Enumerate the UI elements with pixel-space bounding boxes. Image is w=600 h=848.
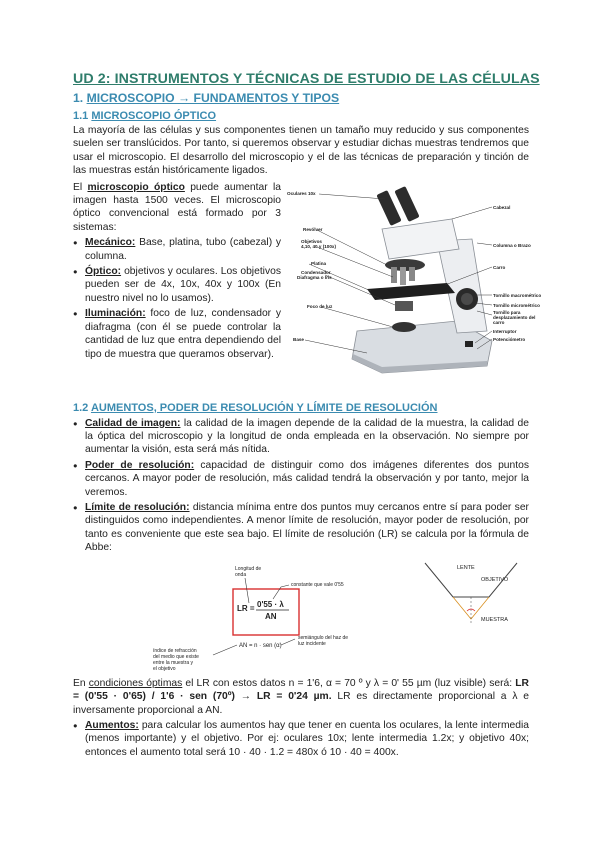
systems-list bbox=[73, 236, 281, 361]
subsection-label: MICROSCOPIO ÓPTICO bbox=[91, 110, 217, 122]
abbe-formula-figures bbox=[73, 559, 529, 677]
list-item bbox=[73, 501, 529, 555]
label-condensador: Condensador bbox=[301, 269, 331, 275]
microscope-illustration bbox=[287, 181, 542, 399]
label-objetivos-2: 4,10, 40 y (100x) bbox=[301, 243, 336, 249]
list-item bbox=[73, 417, 529, 457]
list-item bbox=[73, 236, 281, 263]
label-constante: constante que vale 0'55 bbox=[291, 581, 344, 588]
label-tornillo-carro: Tornillo para bbox=[493, 309, 521, 315]
optic-post: puede aumentar la imagen hasta 1500 veces. El microscopio óptico convencional está formado por 3 sistemas: bbox=[73, 181, 281, 233]
system-text: Base, platina, tubo (cabezal) y columna. bbox=[85, 237, 281, 262]
property-text: la calidad de la imagen depende de la calidad de la muestra, la calidad de la óptica del microscopio y la longitud de onda empleada en la observación. No siempre por aumentar la visión, esta será más nítida. bbox=[85, 417, 529, 456]
aumentos-term: Aumentos: bbox=[85, 719, 139, 731]
system-text: foco de luz, condensador y diafragma (con él se puede controlar la cantidad de luz que entra dependiendo del tipo de muestra que queramos observar). bbox=[85, 308, 281, 360]
label-longitud: Longitud de bbox=[235, 565, 262, 572]
conditions-tail: LR es directamente proporcional a λ e inversamente proporcional a AN. bbox=[73, 691, 530, 716]
optic-text-column bbox=[73, 181, 281, 361]
optimal-conditions-paragraph bbox=[73, 677, 529, 717]
label-indice-1: índice de refracción bbox=[153, 647, 197, 654]
label-potenciometro: Potenciómetro bbox=[493, 336, 526, 342]
list-item bbox=[73, 265, 281, 305]
list-item bbox=[73, 459, 529, 499]
section-label: MICROSCOPIO → FUNDAMENTOS Y TIPOS bbox=[86, 91, 340, 105]
conditions-term: condiciones óptimas bbox=[88, 677, 183, 689]
optic-section bbox=[73, 181, 542, 399]
label-lente: LENTE bbox=[457, 564, 475, 571]
abbe-formula-diagram bbox=[153, 559, 383, 677]
abbe-formula-svg bbox=[153, 559, 383, 677]
property-text: capacidad de distinguir como dos imágenes diferentes dos puntos cercanos. A mayor poder de resolución, más calidad tendrá la observación y por tanto, mejor la veremos. bbox=[85, 459, 529, 498]
label-indice-4: el objetivo bbox=[153, 665, 176, 672]
formula-lr: LR = bbox=[237, 603, 255, 613]
formula-numerator: 0'55 · λ bbox=[257, 599, 284, 609]
label-tornillo-carro-2: desplazamiento del bbox=[493, 314, 536, 320]
label-semi-2: luz incidente bbox=[298, 640, 326, 647]
section-number: 1. bbox=[73, 91, 87, 105]
label-revolver: Revólver bbox=[303, 226, 323, 232]
label-oculares: Oculares 10x bbox=[287, 190, 316, 196]
optic-term: microscopio óptico bbox=[87, 181, 185, 193]
optic-pre: El bbox=[73, 181, 88, 193]
subsection-heading-1-2 bbox=[73, 401, 529, 415]
document-title: UD 2: INSTRUMENTOS Y TÉCNICAS DE ESTUDIO DE LAS CÉLULAS bbox=[73, 71, 540, 87]
label-platina: Platina bbox=[311, 260, 327, 266]
subsection-number: 1.1 bbox=[73, 110, 92, 122]
aumentos-text: para calcular los aumentos hay que tener en cuenta los oculares, la lente intermedia (menos importante) y el objetivo. Por ej: oculares 10x; lente intermedia 1.2x; y objetivo 40x; entonces el aumento total será 10 · 40 · 1.2 = 480x ó 10 · 40 = 400x. bbox=[85, 719, 529, 758]
numerical-aperture-diagram bbox=[423, 559, 523, 633]
intro-paragraph: La mayoría de las células y sus componentes tienen un tamaño muy reducido y sus componentes suelen ser translúcidos. Por tanto, si queremos observar y estudiar dichas muestras tendremos que usar el microscopio. El desarrollo del microscopio y el de las técnicas de preparación y tinción de las muestras están históricamente ligados. bbox=[73, 125, 529, 177]
label-cabezal: Cabezal bbox=[493, 204, 511, 210]
section-heading-1 bbox=[73, 91, 529, 106]
property-term: Límite de resolución: bbox=[85, 502, 190, 514]
label-tornillo-carro-3: carro bbox=[493, 319, 505, 325]
property-term: Poder de resolución: bbox=[85, 459, 195, 471]
label-interruptor: Interruptor bbox=[493, 328, 517, 334]
label-objetivo: OBJETIVO bbox=[481, 576, 509, 583]
subsection-label: AUMENTOS, PODER DE RESOLUCIÓN Y LÍMITE DE RESOLUCIÓN bbox=[90, 401, 438, 414]
conditions-post: el LR con estos datos n = 1'6, α = 70 º y λ = 0' 55 µm (luz visible) será: bbox=[182, 677, 516, 689]
optic-paragraph bbox=[73, 181, 281, 235]
label-micro: Tornillo micrométrico bbox=[493, 302, 540, 308]
label-onda: onda bbox=[235, 571, 247, 578]
subsection-heading-1-1 bbox=[73, 109, 529, 123]
property-term: Calidad de imagen: bbox=[85, 417, 181, 429]
label-objetivos: Objetivos bbox=[301, 238, 322, 244]
formula-an: AN = n · sen (α) bbox=[239, 642, 282, 649]
na-svg bbox=[423, 559, 523, 633]
label-diafragma: Diafragma o Iris bbox=[297, 274, 332, 280]
conditions-calc: LR = (0'55 · 0'65) / 1'6 · sen (70º) → LR = 0'24 µm. bbox=[73, 677, 529, 703]
label-columna: Columna o Brazo bbox=[493, 242, 531, 248]
label-muestra: MUESTRA bbox=[481, 616, 508, 623]
property-text: distancia mínima entre dos puntos muy cercanos entre sí para poder ser distinguidos como independientes. A menor límite de resolución, mayor poder de resolución, por tanto es conveniente que este sea bajo. El límite de resolución (LR) se calcula por la fórmula de Abbe: bbox=[85, 502, 529, 554]
aumentos-list bbox=[73, 719, 529, 759]
label-foco: Foco de luz bbox=[307, 303, 333, 309]
label-carro: Carro bbox=[493, 264, 506, 270]
formula-denominator: AN bbox=[265, 611, 277, 621]
label-indice-3: entre la muestra y bbox=[153, 659, 194, 666]
label-base: Base bbox=[293, 336, 304, 342]
label-indice-2: del medio que existe bbox=[153, 653, 199, 660]
label-semi-1: semiángulo del haz de bbox=[298, 634, 349, 641]
system-term: Mecánico: bbox=[85, 237, 136, 249]
subsection-number: 1.2 bbox=[73, 401, 91, 414]
list-item bbox=[73, 719, 529, 759]
conditions-pre: En bbox=[73, 677, 89, 689]
list-item bbox=[73, 307, 281, 361]
label-macro: Tornillo macrométrico bbox=[493, 292, 542, 298]
document-page bbox=[73, 70, 542, 759]
system-term: Óptico: bbox=[85, 266, 122, 278]
properties-list bbox=[73, 417, 529, 555]
microscope-figure bbox=[287, 181, 542, 399]
system-text: objetivos y oculares. Los objetivos pueden ser de 4x, 10x, 40x y 100x (En nuestro nivel no lo usamos). bbox=[85, 266, 281, 304]
system-term: Iluminación: bbox=[85, 308, 146, 320]
